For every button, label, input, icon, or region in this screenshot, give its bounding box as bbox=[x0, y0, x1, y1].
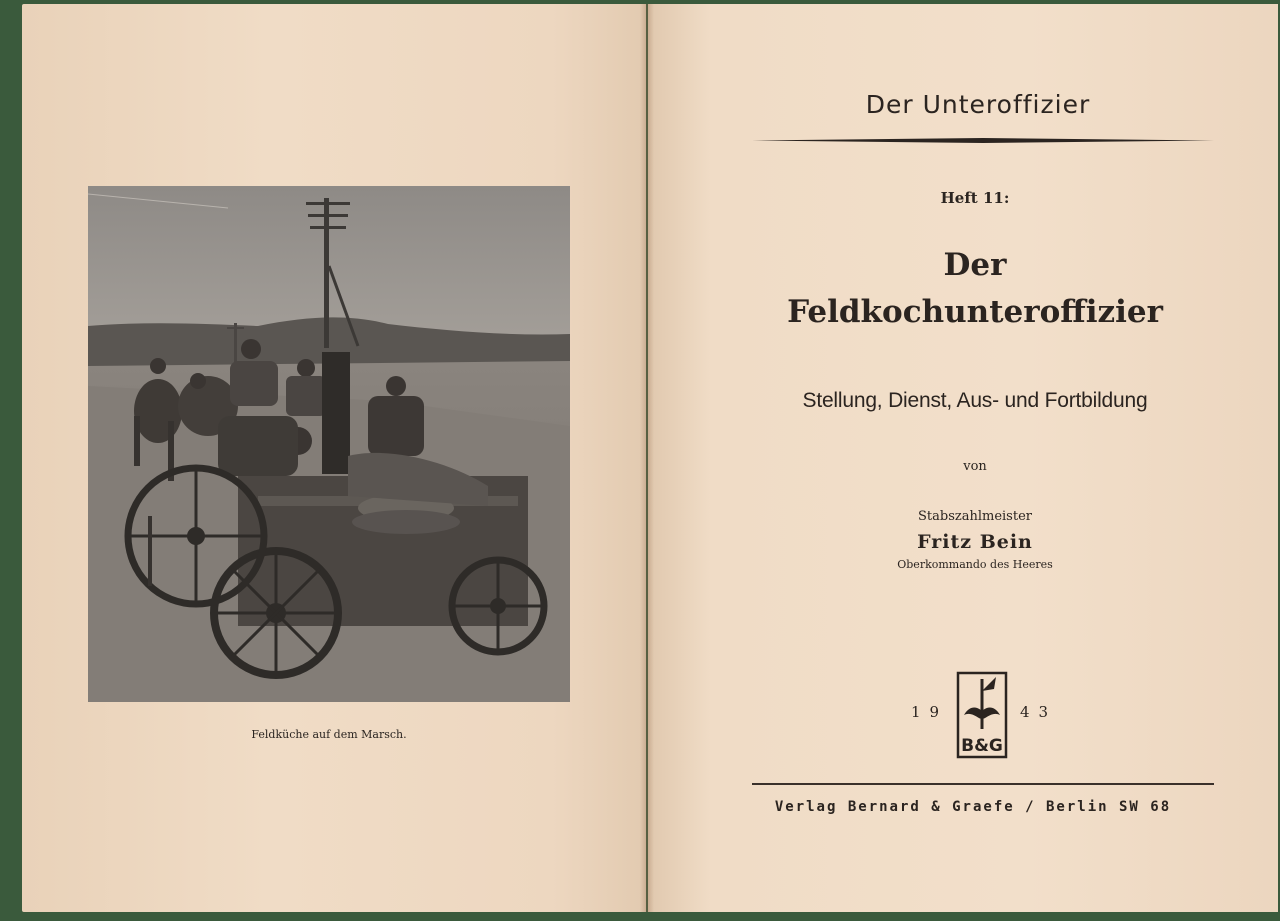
photo-caption: Feldküche auf dem Marsch. bbox=[251, 728, 407, 741]
book-gutter bbox=[640, 4, 654, 912]
publisher-divider bbox=[752, 783, 1214, 785]
publisher-logo bbox=[956, 671, 1008, 759]
field-kitchen-photo bbox=[88, 186, 570, 702]
author-rank: Stabszahlmeister bbox=[918, 509, 1032, 524]
publisher-line: Verlag Bernard & Graefe / Berlin SW 68 bbox=[774, 799, 1172, 815]
author-name: Fritz Bein bbox=[917, 531, 1033, 553]
book-title-line-1: Der bbox=[943, 247, 1007, 283]
series-divider bbox=[752, 138, 1214, 143]
book-subtitle: Stellung, Dienst, Aus- und Fortbildung bbox=[802, 389, 1148, 412]
year-right-digits: 43 bbox=[1020, 703, 1058, 721]
logo-letters: B&G bbox=[961, 736, 1003, 756]
year-left-digits: 19 bbox=[911, 703, 949, 721]
issue-number: Heft 11: bbox=[940, 189, 1010, 207]
series-title: Der Unteroffizier bbox=[865, 90, 1091, 119]
book-title-line-2: Feldkochunteroffizier bbox=[787, 294, 1163, 330]
author-affiliation: Oberkommando des Heeres bbox=[897, 558, 1053, 571]
by-line: von bbox=[963, 459, 987, 474]
